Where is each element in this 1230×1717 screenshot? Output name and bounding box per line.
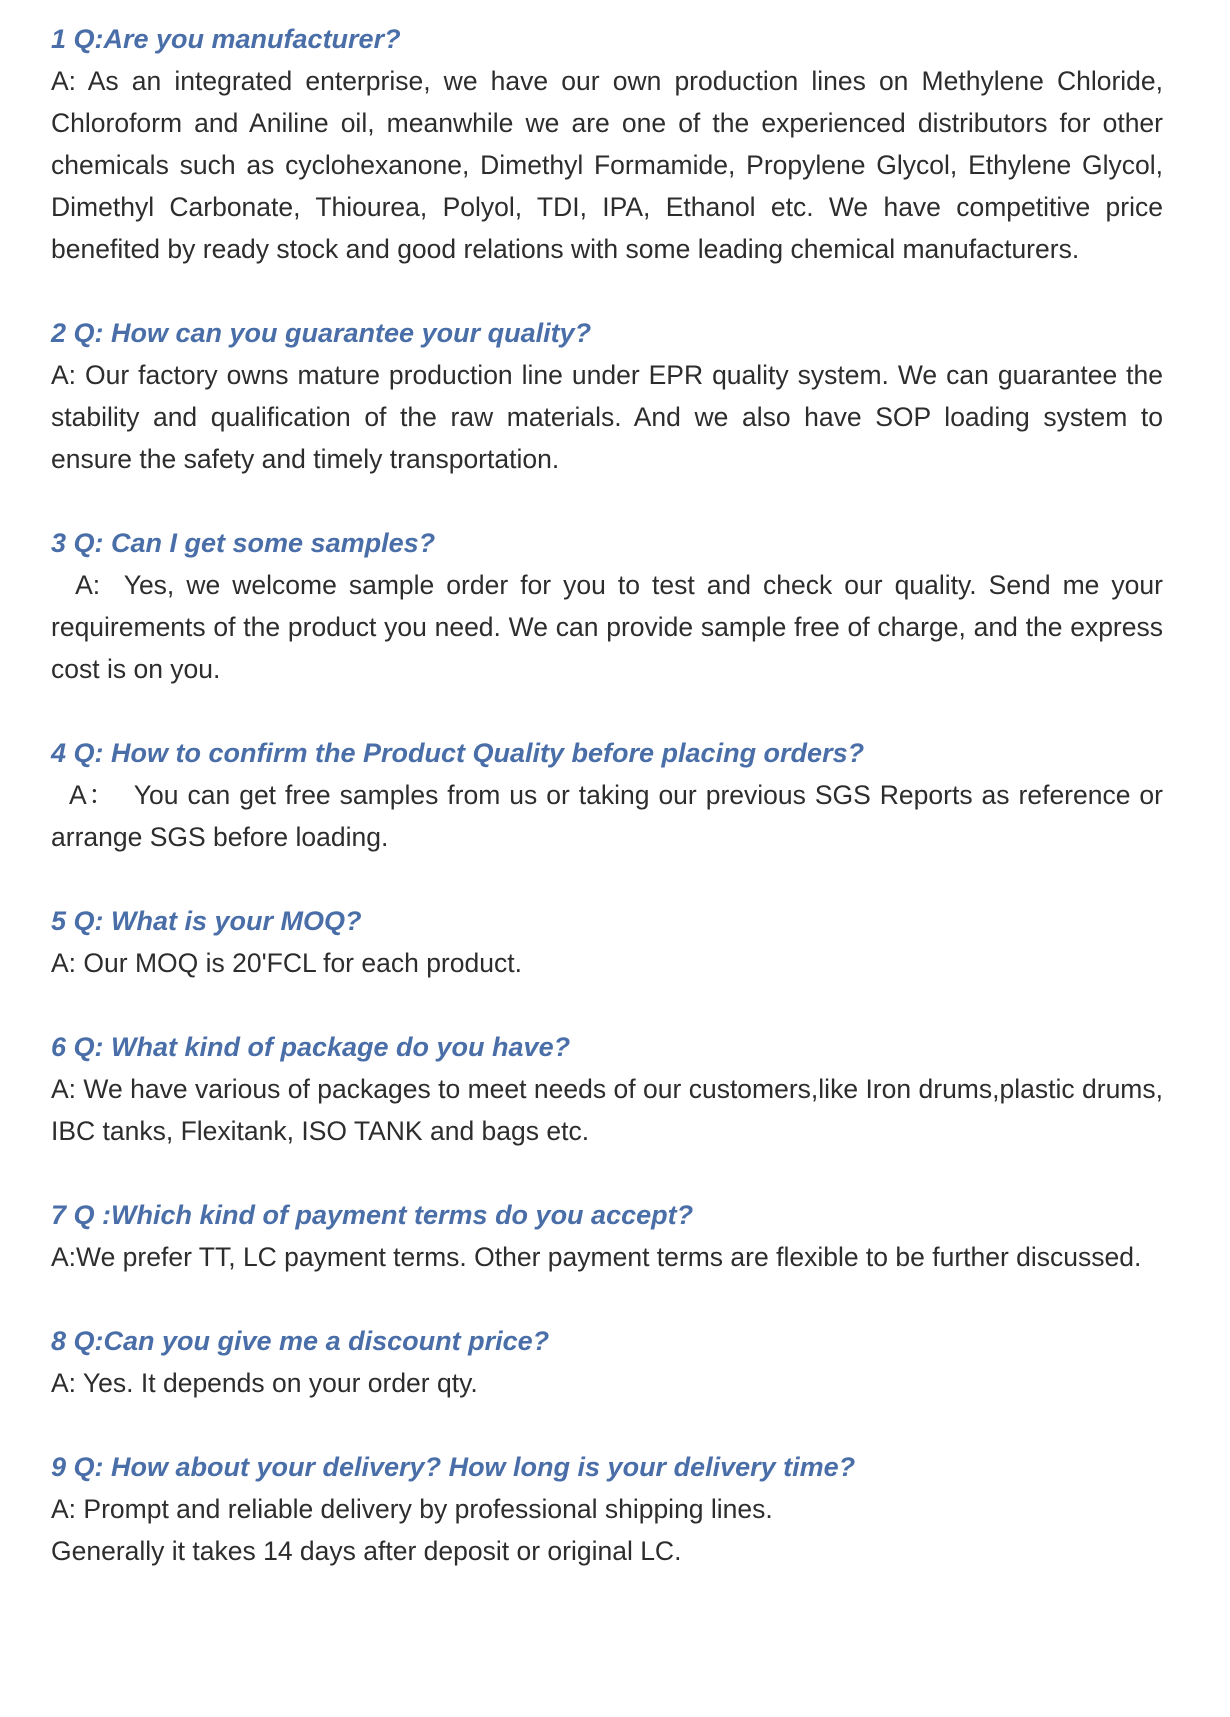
faq-item-1 [51, 18, 1163, 270]
faq-answer [51, 1488, 1163, 1572]
faq-answer: A: Our factory owns mature production line under EPR quality system. We can guarantee the stability and qualification of the raw materials. And we also have SOP loading system to ensure the safety and timely transportation. [51, 360, 1163, 474]
faq-item-8 [51, 1320, 1163, 1404]
faq-item-2 [51, 312, 1163, 480]
faq-item-4 [51, 732, 1171, 858]
faq-answer: A: We have various of packages to meet needs of our customers,like Iron drums,plastic drums, IBC tanks, Flexitank, ISO TANK and bags etc. [51, 1074, 1163, 1146]
faq-question: 5 Q: What is your MOQ? [51, 906, 362, 936]
faq-item-3 [51, 522, 1171, 690]
faq-question: 3 Q: Can I get some samples? [51, 528, 436, 558]
faq-question: 2 Q: How can you guarantee your quality? [51, 318, 592, 348]
faq-answer: A： You can get free samples from us or taking our previous SGS Reports as reference or arrange SGS before loading. [51, 780, 1171, 852]
faq-item-7 [51, 1194, 1163, 1278]
faq-answer: A: Our MOQ is 20'FCL for each product. [51, 948, 522, 978]
faq-item-5 [51, 900, 1163, 984]
faq-question: 8 Q:Can you give me a discount price? [51, 1326, 550, 1356]
faq-question: 4 Q: How to confirm the Product Quality before placing orders? [51, 738, 865, 768]
faq-question: 9 Q: How about your delivery? How long is your delivery time? [51, 1452, 856, 1482]
faq-item-6 [51, 1026, 1163, 1152]
faq-answer: A: Yes. It depends on your order qty. [51, 1368, 478, 1398]
faq-list [51, 18, 1171, 1614]
faq-answer: A: Yes, we welcome sample order for you to test and check our quality. Send me your requirements of the product you need. We can provide sample free of charge, and the express cost is on you. [51, 570, 1171, 684]
faq-question: 7 Q :Which kind of payment terms do you accept? [51, 1200, 694, 1230]
faq-question: 1 Q:Are you manufacturer? [51, 24, 401, 54]
faq-answer-line: Generally it takes 14 days after deposit or original LC. [51, 1536, 682, 1566]
faq-item-9 [51, 1446, 1163, 1572]
faq-answer: A:We prefer TT, LC payment terms. Other payment terms are flexible to be further discussed. [51, 1242, 1142, 1272]
faq-question: 6 Q: What kind of package do you have? [51, 1032, 571, 1062]
faq-answer-line: A: Prompt and reliable delivery by professional shipping lines. [51, 1494, 773, 1524]
faq-answer: A: As an integrated enterprise, we have our own production lines on Methylene Chloride, Chloroform and Aniline oil, meanwhile we are one of the experienced distributors for other chemicals such as cyclohexanone, Dimethyl Formamide, Propylene Glycol, Ethylene Glycol, Dimethyl Carbonate, Thiourea, Polyol, TDI, IPA, Ethanol etc. We have competitive price benefited by ready stock and good relations with some leading chemical manufacturers. [51, 66, 1163, 264]
